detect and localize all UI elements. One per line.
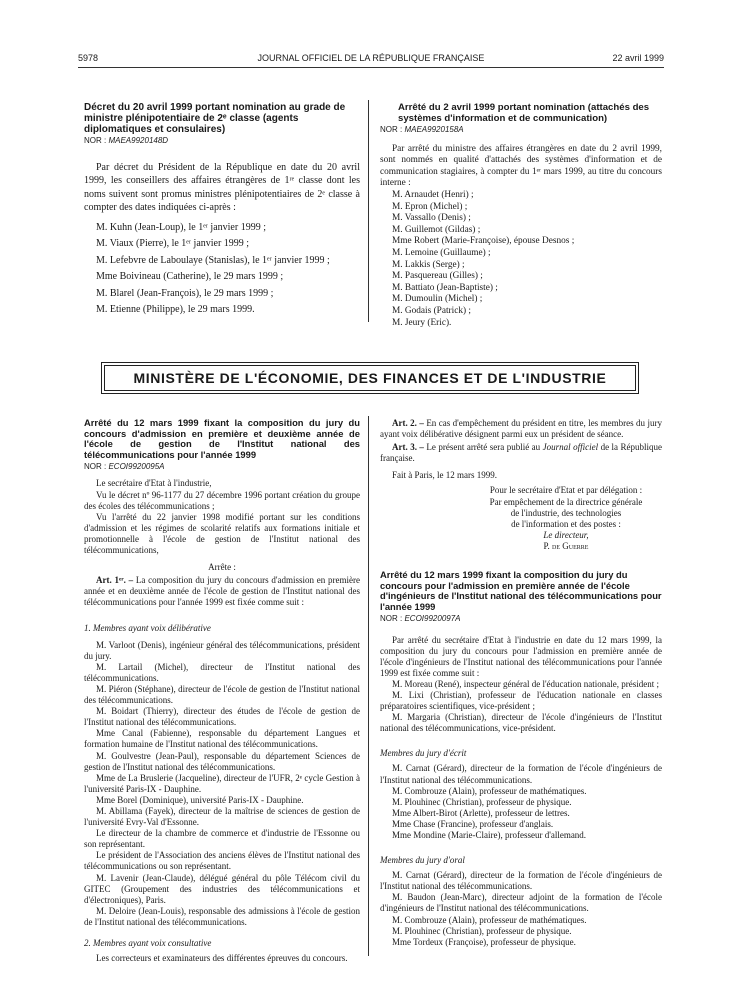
column-divider-bottom bbox=[368, 416, 369, 956]
article-3: Art. 3. – Le présent arrêté sera publié au Journal officiel de la République française. bbox=[380, 442, 663, 464]
list-item: M. Deloire (Jean-Louis), responsable des admissions à l'école de gestion de l'Institut national des télécommunications. bbox=[84, 905, 360, 927]
decret-intro: Par décret du Président de la République en date du 20 avril 1999, les conseillers des affaires étrangères de 1ʳᵉ classe dont les noms suivent sont promus ministres plénipotentiaires de 2ᵉ classe à compter des dates indiquées ci-après : bbox=[84, 161, 360, 214]
list-item: M. Carnat (Gérard), directeur de la formation de l'école d'ingénieurs de l'Institut national des télécommunications. bbox=[380, 763, 662, 785]
arrete-attaches-title: Arrêté du 2 avril 1999 portant nomination (attachés des systèmes d'information et de communication) bbox=[398, 102, 650, 124]
ministry-banner: MINISTÈRE DE L'ÉCONOMIE, DES FINANCES ET DE L'INDUSTRIE bbox=[104, 365, 636, 391]
arrete-jury-gestion-nor: NOR : ECOI9920095A bbox=[84, 462, 165, 472]
list-item: Mme Canal (Fabienne), responsable du département Langues et formation humaine de l'Institut national des télécommunications. bbox=[84, 728, 360, 750]
oral-jury-title: Membres du jury d'oral bbox=[380, 855, 465, 866]
list-item: M. Etienne (Philippe), le 29 mars 1999. bbox=[96, 304, 255, 316]
signature-line: de l'industrie, des technologies bbox=[510, 507, 622, 518]
list-item: M. Arnaudet (Henri) ; bbox=[392, 189, 474, 200]
list-item: Mme Robert (Marie-Françoise), épouse Desnos ; bbox=[392, 236, 575, 247]
section-deliberative-title: 1. Membres ayant voix délibérative bbox=[84, 622, 211, 633]
list-item: Mme Mondine (Marie-Claire), professeur d'allemand. bbox=[392, 830, 587, 840]
visa-list bbox=[84, 478, 360, 556]
list-item: M. Kuhn (Jean-Loup), le 1ᵉʳ janvier 1999 ; bbox=[96, 221, 266, 233]
decret-nor: NOR : MAEA9920148D bbox=[84, 136, 169, 145]
list-item: Le directeur de la chambre de commerce et d'industrie de l'Essonne ou son représentant. bbox=[84, 828, 360, 850]
list-item: M. Piéron (Stéphane), directeur de l'école de gestion de l'Institut national des télécommunications. bbox=[84, 683, 360, 706]
visa-item: Le secrétaire d'Etat à l'industrie, bbox=[96, 478, 212, 489]
list-item: M. Carnat (Gérard), directeur de la formation de l'école d'ingénieurs de l'Institut national des télécommunications. bbox=[380, 870, 662, 892]
arrete-jury-gestion-section bbox=[84, 418, 360, 964]
article-2: Art. 2. – En cas d'empêchement du président en titre, les membres du jury ayant voix délibérative désignent parmi eux un président de séance. bbox=[380, 418, 662, 440]
list-item: Mme Boivineau (Catherine), le 29 mars 1999 ; bbox=[96, 271, 284, 283]
list-item: M. Plouhinec (Christian), professeur de physique. bbox=[392, 796, 572, 807]
arrete-jury-ingenieurs-title: Arrêté du 12 mars 1999 fixant la composition du jury du concours pour l'admission en première année de l'école d'ingénieurs de l'Institut national des télécommunications pour l'année 1999 bbox=[380, 569, 662, 612]
list-item: M. Lefebvre de Laboulaye (Stanislas), le 1ᵉʳ janvier 1999 ; bbox=[96, 254, 330, 266]
signature-name: P. de Guerre bbox=[543, 540, 589, 551]
list-item: M. Plouhinec (Christian), professeur de physique. bbox=[392, 925, 572, 936]
list-item: Mme de La Bruslerie (Jacqueline), directeur de l'UFR, 2ᵉ cycle Gestion à l'université Paris-IX - Dauphine. bbox=[84, 772, 360, 794]
list-item: M. Dumoulin (Michel) ; bbox=[392, 294, 483, 305]
consultative-members: Les correcteurs et examinateurs des différentes épreuves du concours. bbox=[96, 953, 348, 964]
signature-line: Pour le secrétaire d'Etat et par délégation : bbox=[489, 485, 643, 496]
written-jury-list bbox=[380, 763, 662, 841]
list-item: M. Moreau (René), inspecteur général de l'éducation nationale, président ; bbox=[392, 678, 660, 689]
signature-line: Par empêchement de la directrice générale bbox=[489, 496, 643, 507]
arrete-attaches-intro: Par arrêté du ministre des affaires étrangères en date du 2 avril 1999, sont nommés en qualité d'attachés des systèmes d'information et de communication stagiaires, à compter du 1ᵉʳ mars 1999, au titre du concours interne : bbox=[380, 143, 662, 189]
list-item: M. Vassallo (Denis) ; bbox=[392, 213, 471, 224]
visa-item: Vu l'arrêté du 22 janvier 1998 modifié portant sur les conditions d'admission et les régimes de scolarité relatifs aux formations initiale et promotionnelle à l'école de gestion de l'Institut national des télécommunications, bbox=[84, 511, 360, 556]
decret-name-list bbox=[84, 221, 360, 317]
list-item: Mme Chase (Francine), professeur d'anglais. bbox=[392, 818, 554, 829]
header-rule bbox=[78, 67, 664, 68]
written-jury-title: Membres du jury d'écrit bbox=[380, 748, 467, 759]
arrete-attaches-nor: NOR : MAEA9920158A bbox=[380, 125, 464, 134]
page-number: 5978 bbox=[78, 53, 99, 63]
visa-item: Vu le décret nº 96-1177 du 27 décembre 1996 portant création du groupe des écoles des télécommunications ; bbox=[84, 489, 360, 511]
issue-date: 22 avril 1999 bbox=[612, 53, 664, 63]
list-item: Mme Tordeux (Françoise), professeur de physique. bbox=[392, 936, 576, 947]
list-item: M. Blarel (Jean-François), le 29 mars 1999 ; bbox=[96, 287, 274, 299]
arrete-jury-ingenieurs-intro: Par arrêté du secrétaire d'Etat à l'industrie en date du 12 mars 1999, la composition du jury du concours pour l'admission en première année de l'école d'ingénieurs de l'Institut national des télécommunications pour l'année 1999 est fixée comme suit : bbox=[380, 634, 662, 678]
journal-title: JOURNAL OFFICIEL DE LA RÉPUBLIQUE FRANÇAISE bbox=[257, 53, 485, 63]
article-1: Art. 1ᵉʳ. – La composition du jury du concours d'admission en première année et en deuxième année de l'école de gestion de l'Institut national des télécommunications pour l'année 1999 est fixée comme suit : bbox=[84, 575, 360, 608]
section-consultative-title: 2. Membres ayant voix consultative bbox=[84, 938, 212, 949]
list-item: M. Lixi (Christian), professeur de l'éducation nationale en classes préparatoires scientifiques, vice-président ; bbox=[380, 689, 662, 712]
list-item: M. Lemoine (Guillaume) ; bbox=[392, 247, 491, 258]
deliberative-member-list bbox=[84, 640, 360, 928]
decret-title: Décret du 20 avril 1999 portant nomination au grade de ministre plénipotentiaire de 2ᵉ classe (agents diplomatiques et consulaires) bbox=[84, 102, 346, 135]
signature-block bbox=[380, 485, 662, 529]
list-item: M. Lakkis (Serge) ; bbox=[392, 259, 465, 270]
list-item: M. Pasquereau (Gilles) ; bbox=[392, 271, 483, 282]
column-divider-top bbox=[368, 100, 369, 322]
page-header bbox=[78, 53, 664, 67]
list-item: M. Lavenir (Jean-Claude), délégué général du pôle Télécom civil du GITEC (Groupement des industries des télécommunications et d'électroniques), Paris. bbox=[84, 872, 360, 905]
right-column-bottom bbox=[380, 418, 662, 948]
attaches-name-list bbox=[380, 190, 662, 329]
list-item: M. Goulvestre (Jean-Paul), responsable du département Sciences de gestion de l'Institut national des télécommunications. bbox=[84, 750, 360, 772]
arrete-jury-ingenieurs-nor: NOR : ECOI9920097A bbox=[380, 614, 461, 624]
list-item: M. Varloot (Denis), ingénieur général des télécommunications, président du jury. bbox=[84, 639, 360, 661]
list-item: Mme Albert-Birot (Arlette), professeur de lettres. bbox=[392, 807, 570, 818]
list-item: M. Margaria (Christian), directeur de l'école d'ingénieurs de l'Institut national des télécommunications, vice-président. bbox=[380, 712, 662, 734]
list-item: M. Epron (Michel) ; bbox=[392, 201, 468, 212]
signature-role: Le directeur, bbox=[543, 529, 589, 540]
list-item: M. Godais (Patrick) ; bbox=[392, 305, 472, 316]
decret-section bbox=[84, 102, 360, 320]
list-item: M. Viaux (Pierre), le 1ᵉʳ janvier 1999 ; bbox=[96, 238, 250, 250]
oral-jury-list bbox=[380, 870, 662, 948]
list-item: M. Combrouze (Alain), professeur de mathématiques. bbox=[392, 914, 587, 925]
arrete-jury-gestion-title: Arrêté du 12 mars 1999 fixant la composition du jury du concours d'admission en première et deuxième année de l'école de gestion de l'Institut national des télécommunications pour l'année 1999 bbox=[84, 417, 360, 460]
signature-line: de l'information et des postes : bbox=[511, 518, 621, 529]
fait-a-paris: Fait à Paris, le 12 mars 1999. bbox=[392, 470, 497, 481]
list-item: M. Baudon (Jean-Marc), directeur adjoint de la formation de l'école d'ingénieurs de l'Institut national des télécommunications. bbox=[380, 892, 662, 914]
list-item: M. Combrouze (Alain), professeur de mathématiques. bbox=[392, 785, 587, 796]
list-item: M. Guillemot (Gildas) ; bbox=[392, 224, 481, 235]
list-item: Le président de l'Association des anciens élèves de l'Institut national des télécommunications ou son représentant. bbox=[84, 850, 360, 872]
arrete-attaches-section bbox=[380, 102, 662, 329]
list-item: M. Jeury (Eric). bbox=[392, 317, 452, 328]
list-item: M. Abillama (Fayek), directeur de la maîtrise de sciences de gestion de l'université Evry-Val d'Essonne. bbox=[84, 806, 360, 828]
arrete-word: Arrête : bbox=[208, 562, 236, 573]
jury-leaders-list bbox=[380, 679, 662, 734]
list-item: M. Battiato (Jean-Baptiste) ; bbox=[392, 282, 498, 293]
list-item: Mme Borel (Dominique), université Paris-IX - Dauphine. bbox=[96, 794, 304, 805]
list-item: M. Boidart (Thierry), directeur des études de l'école de gestion de l'Institut national des télécommunications. bbox=[84, 706, 360, 728]
list-item: M. Lartail (Michel), directeur de l'Institut national des télécommunications. bbox=[84, 661, 360, 683]
